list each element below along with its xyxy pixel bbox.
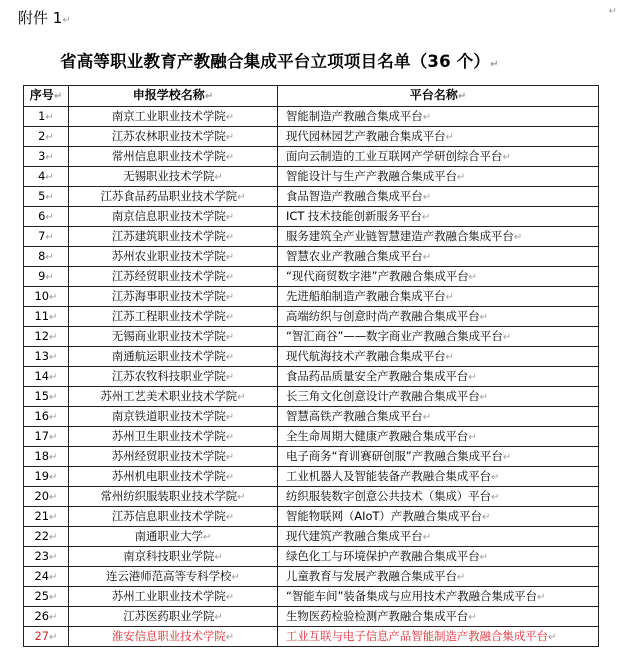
table-row bbox=[24, 447, 599, 467]
table-row bbox=[24, 367, 599, 387]
cell-num: 20↵ bbox=[24, 487, 69, 507]
cell-num: 27↵ bbox=[24, 627, 69, 647]
cell-school: 无锡商业职业技术学院↵ bbox=[69, 327, 278, 347]
header-platform: 平台名称↵ bbox=[278, 86, 599, 107]
cell-platform: 长三角文化创意设计产教融合集成平台↵ bbox=[278, 387, 599, 407]
table-row bbox=[24, 567, 599, 587]
table-row bbox=[24, 227, 599, 247]
table-row bbox=[24, 127, 599, 147]
cell-num: 7↵ bbox=[24, 227, 69, 247]
header-school: 申报学校名称↵ bbox=[69, 86, 278, 107]
cell-platform: 智慧高铁产教融合集成平台↵ bbox=[278, 407, 599, 427]
cell-platform: 工业互联与电子信息产品智能制造产教融合集成平台↵ bbox=[278, 627, 599, 647]
cell-platform: 食品药品质量安全产教融合集成平台↵ bbox=[278, 367, 599, 387]
table-row bbox=[24, 147, 599, 167]
table-row bbox=[24, 327, 599, 347]
cell-num: 8↵ bbox=[24, 247, 69, 267]
cell-num: 12↵ bbox=[24, 327, 69, 347]
cell-school: 江苏食品药品职业技术学院↵ bbox=[69, 187, 278, 207]
cell-num: 9↵ bbox=[24, 267, 69, 287]
table-row bbox=[24, 547, 599, 567]
cell-num: 18↵ bbox=[24, 447, 69, 467]
cell-platform: 现代建筑产教融合集成平台↵ bbox=[278, 527, 599, 547]
cell-num: 6↵ bbox=[24, 207, 69, 227]
cell-platform: 高端纺织与创意时尚产教融合集成平台↵ bbox=[278, 307, 599, 327]
cell-num: 10↵ bbox=[24, 287, 69, 307]
cell-platform: 电子商务“育训赛研创服”产教融合集成平台↵ bbox=[278, 447, 599, 467]
cell-school: 江苏工程职业技术学院↵ bbox=[69, 307, 278, 327]
cell-school: 江苏经贸职业技术学院↵ bbox=[69, 267, 278, 287]
cell-platform: 现代航海技术产教融合集成平台↵ bbox=[278, 347, 599, 367]
cell-school: 江苏建筑职业技术学院↵ bbox=[69, 227, 278, 247]
cell-num: 4↵ bbox=[24, 167, 69, 187]
header-num: 序号↵ bbox=[24, 86, 69, 107]
cell-school: 苏州经贸职业技术学院↵ bbox=[69, 447, 278, 467]
table-row bbox=[24, 307, 599, 327]
cell-num: 26↵ bbox=[24, 607, 69, 627]
cell-school: 江苏海事职业技术学院↵ bbox=[69, 287, 278, 307]
cell-platform: 绿色化工与环境保护产教融合集成平台↵ bbox=[278, 547, 599, 567]
cell-school: 苏州机电职业技术学院↵ bbox=[69, 467, 278, 487]
table-row bbox=[24, 587, 599, 607]
cell-num: 5↵ bbox=[24, 187, 69, 207]
table-row bbox=[24, 387, 599, 407]
cell-platform: “智能车间”装备集成与应用技术产教融合集成平台↵ bbox=[278, 587, 599, 607]
table-body bbox=[24, 107, 599, 647]
cell-num: 24↵ bbox=[24, 567, 69, 587]
cell-platform: “智汇商谷”——数字商业产教融合集成平台↵ bbox=[278, 327, 599, 347]
cell-num: 3↵ bbox=[24, 147, 69, 167]
cell-school: 苏州工艺美术职业技术学院↵ bbox=[69, 387, 278, 407]
cell-num: 17↵ bbox=[24, 427, 69, 447]
cell-school: 南京科技职业学院↵ bbox=[69, 547, 278, 567]
cell-school: 江苏信息职业技术学院↵ bbox=[69, 507, 278, 527]
cell-platform: 智慧农业产教融合集成平台↵ bbox=[278, 247, 599, 267]
cell-num: 19↵ bbox=[24, 467, 69, 487]
table-row bbox=[24, 427, 599, 447]
table-row bbox=[24, 627, 599, 647]
table-row bbox=[24, 407, 599, 427]
cell-platform: 工业机器人及智能装备产教融合集成平台↵ bbox=[278, 467, 599, 487]
cell-platform: 智能物联网（AIoT）产教融合集成平台↵ bbox=[278, 507, 599, 527]
cell-platform: 生物医药检验检测产教融合集成平台↵ bbox=[278, 607, 599, 627]
table-row bbox=[24, 507, 599, 527]
cell-num: 22↵ bbox=[24, 527, 69, 547]
cell-platform: 现代园林园艺产教融合集成平台↵ bbox=[278, 127, 599, 147]
cell-school: 常州信息职业技术学院↵ bbox=[69, 147, 278, 167]
cell-num: 2↵ bbox=[24, 127, 69, 147]
cell-school: 江苏农牧科技职业学院↵ bbox=[69, 367, 278, 387]
cell-school: 苏州农业职业技术学院↵ bbox=[69, 247, 278, 267]
cell-school: 江苏农林职业技术学院↵ bbox=[69, 127, 278, 147]
table-row bbox=[24, 167, 599, 187]
cell-platform: 面向云制造的工业互联网产学研创综合平台↵ bbox=[278, 147, 599, 167]
table-row bbox=[24, 527, 599, 547]
table-row bbox=[24, 267, 599, 287]
cell-num: 14↵ bbox=[24, 367, 69, 387]
cell-num: 15↵ bbox=[24, 387, 69, 407]
attachment-label: 附件 1↵ bbox=[18, 9, 71, 27]
cell-num: 23↵ bbox=[24, 547, 69, 567]
cell-platform: 食品智造产教融合集成平台↵ bbox=[278, 187, 599, 207]
table-row bbox=[24, 287, 599, 307]
cell-school: 常州纺织服装职业技术学院↵ bbox=[69, 487, 278, 507]
cell-num: 21↵ bbox=[24, 507, 69, 527]
table-row bbox=[24, 607, 599, 627]
cell-platform: 先进船舶制造产教融合集成平台↵ bbox=[278, 287, 599, 307]
cell-num: 11↵ bbox=[24, 307, 69, 327]
cell-school: 江苏医药职业学院↵ bbox=[69, 607, 278, 627]
cell-platform: 智能设计与生产产教融合集成平台↵ bbox=[278, 167, 599, 187]
cell-school: 南通职业大学↵ bbox=[69, 527, 278, 547]
table-row bbox=[24, 107, 599, 127]
cell-school: 苏州卫生职业技术学院↵ bbox=[69, 427, 278, 447]
table-row bbox=[24, 187, 599, 207]
cell-school: 南京铁道职业技术学院↵ bbox=[69, 407, 278, 427]
cell-school: 南京信息职业技术学院↵ bbox=[69, 207, 278, 227]
cell-platform: 智能制造产教融合集成平台↵ bbox=[278, 107, 599, 127]
cell-num: 25↵ bbox=[24, 587, 69, 607]
cell-num: 1↵ bbox=[24, 107, 69, 127]
paragraph-mark-icon: ↵ bbox=[608, 6, 617, 17]
cell-num: 16↵ bbox=[24, 407, 69, 427]
cell-platform: 儿童教育与发展产教融合集成平台↵ bbox=[278, 567, 599, 587]
cell-platform: “现代商贸数字港”产教融合集成平台↵ bbox=[278, 267, 599, 287]
cell-platform: 纺织服装数字创意公共技术（集成）平台↵ bbox=[278, 487, 599, 507]
cell-school: 苏州工业职业技术学院↵ bbox=[69, 587, 278, 607]
cell-school: 无锡职业技术学院↵ bbox=[69, 167, 278, 187]
project-list-table bbox=[23, 85, 599, 647]
cell-school: 连云港师范高等专科学校↵ bbox=[69, 567, 278, 587]
document-title: 省高等职业教育产教融合集成平台立项项目名单（36 个）↵ bbox=[60, 52, 499, 71]
cell-school: 南通航运职业技术学院↵ bbox=[69, 347, 278, 367]
table-row bbox=[24, 487, 599, 507]
table-row bbox=[24, 347, 599, 367]
table-row bbox=[24, 207, 599, 227]
table-row bbox=[24, 247, 599, 267]
cell-platform: 服务建筑全产业链智慧建造产教融合集成平台↵ bbox=[278, 227, 599, 247]
cell-platform: 全生命周期大健康产教融合集成平台↵ bbox=[278, 427, 599, 447]
cell-platform: ICT 技术技能创新服务平台↵ bbox=[278, 207, 599, 227]
table-row bbox=[24, 467, 599, 487]
table-header-row bbox=[24, 86, 599, 107]
cell-num: 13↵ bbox=[24, 347, 69, 367]
cell-school: 淮安信息职业技术学院↵ bbox=[69, 627, 278, 647]
cell-school: 南京工业职业技术学院↵ bbox=[69, 107, 278, 127]
